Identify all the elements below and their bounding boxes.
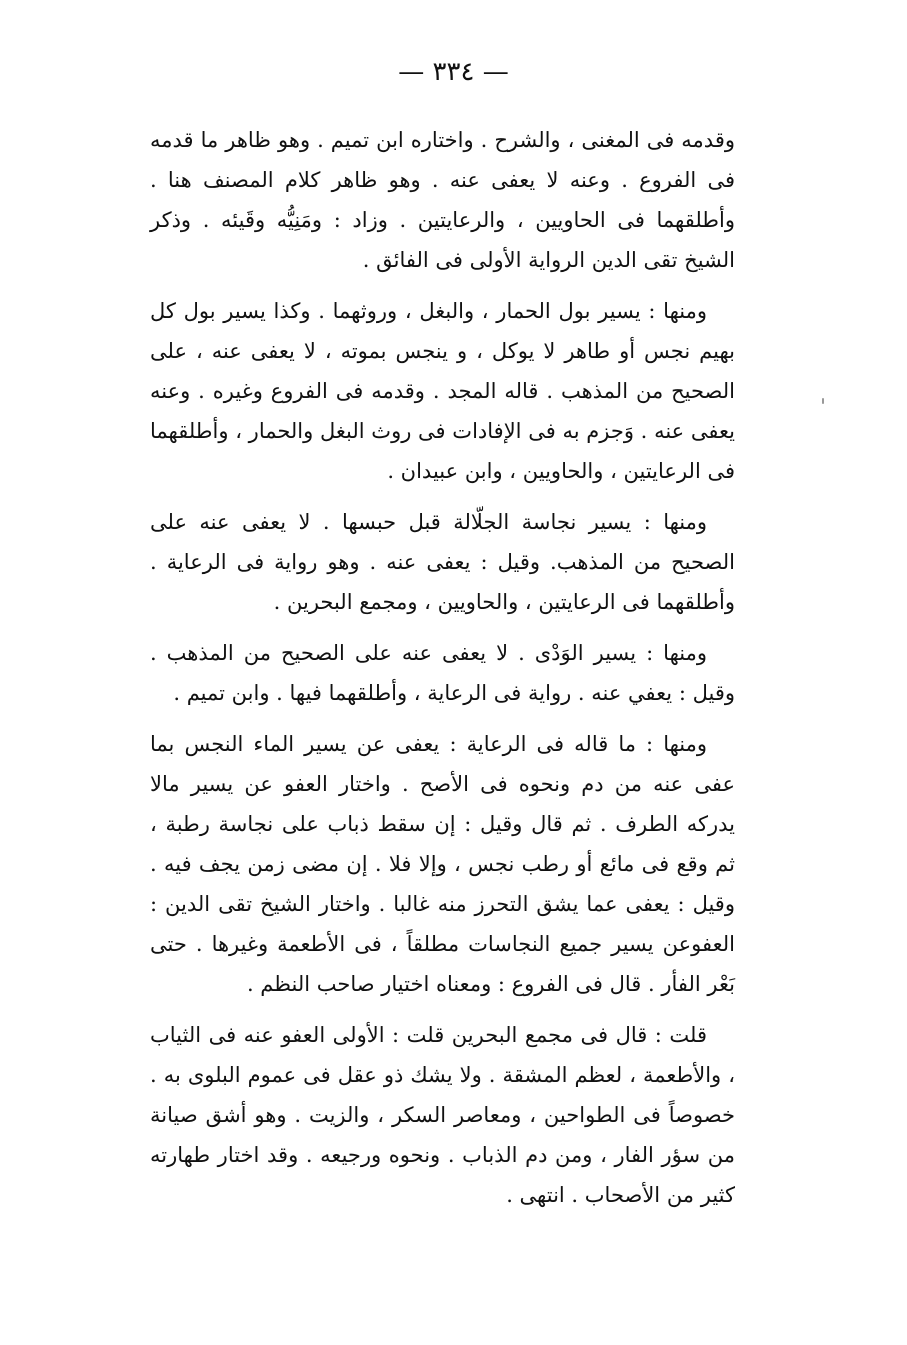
paragraph-1: وقدمه فى المغنى ، والشرح . واختاره ابن تميم . وهو ظاهر ما قدمه فى الفروع . وعنه لا يعفى عنه . وهو ظاهر كلام المصنف هنا . وأطلقهما فى الحاويين ، والرعايتين . وزاد : ومَنِيُّه وقَيئه . وذكر الشيخ تقى الدين الرواية الأولى فى الفائق .	[150, 128, 735, 272]
scan-speck	[822, 398, 824, 404]
paragraph-4: ومنها : يسير الوَدْى . لا يعفى عنه على الصحيح من المذهب . وقيل : يعفي عنه . رواية فى الرعاية ، وأطلقهما فيها . وابن تميم .	[150, 641, 735, 705]
paragraph-3: ومنها : يسير نجاسة الجلّالة قبل حبسها . لا يعفى عنه على الصحيح من المذهب. وقيل : يعفى عنه . وهو رواية فى الرعاية . وأطلقهما فى الرعايتين ، والحاويين ، ومجمع البحرين .	[150, 510, 735, 614]
paragraph-2: ومنها : يسير بول الحمار ، والبغل ، وروثهما . وكذا يسير بول كل بهيم نجس أو طاهر لا يوكل ، و ينجس بموته ، لا يعفى عنه ، على الصحيح من المذهب . قاله المجد . وقدمه فى الفروع وغيره . وعنه يعفى عنه . وَجزم به فى الإفادات فى روث البغل والحمار ، وأطلقهما فى الرعايتين ، والحاويين ، وابن عبيدان .	[150, 299, 735, 483]
page-number: — ٣٣٤ —	[398, 57, 509, 87]
paragraph-5: ومنها : ما قاله فى الرعاية : يعفى عن يسير الماء النجس بما عفى عنه من دم ونحوه فى الأصح . واختار العفو عن يسير مالا يدركه الطرف . ثم قال وقيل : إن سقط ذباب على نجاسة رطبة ، ثم وقع فى مائع أو رطب نجس ، وإلا فلا . إن مضى زمن يجف فيه . وقيل : يعفى عما يشق التحرز منه غالبا . واختار الشيخ تقى الدين : العفوعن يسير جميع النجاسات مطلقاً ، فى الأطعمة وغيرها . حتى بَعْر الفأر . قال فى الفروع : ومعناه اختيار صاحب النظم .	[150, 732, 735, 996]
body-text	[150, 120, 735, 1226]
paragraph-6: قلت : قال فى مجمع البحرين قلت : الأولى العفو عنه فى الثياب ، والأطعمة ، لعظم المشقة . ولا يشك ذو عقل فى عموم البلوى به . خصوصاً فى الطواحين ، ومعاصر السكر ، والزيت . وهو أشق صيانة من سؤر الفار ، ومن دم الذباب . ونحوه ورجيعه . وقد اختار طهارته كثير من الأصحاب . انتهى .	[150, 1023, 735, 1207]
